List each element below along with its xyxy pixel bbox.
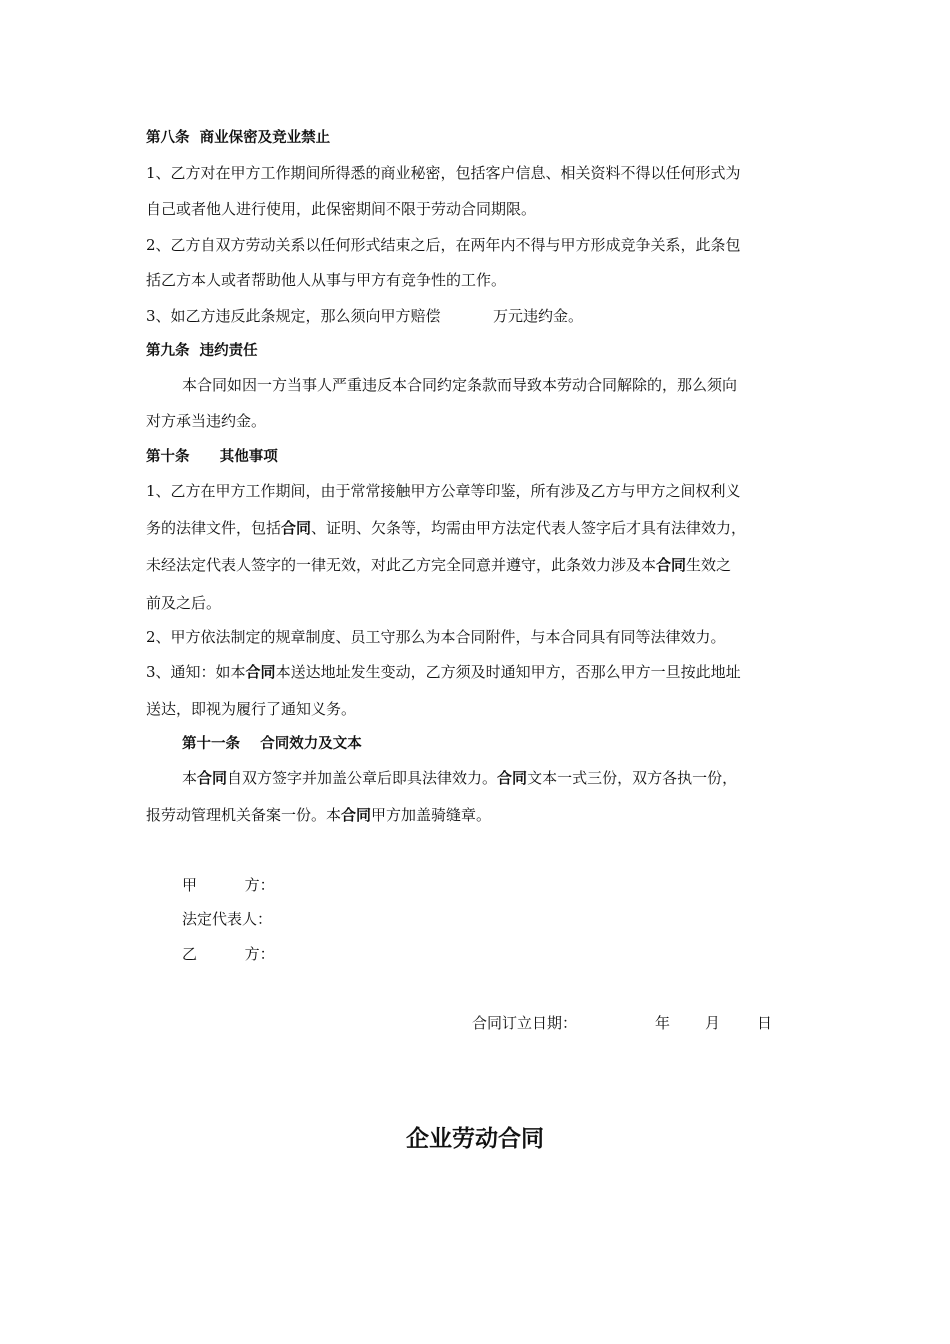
party-b-label: 乙 方： bbox=[182, 945, 275, 963]
date-label: 合同订立日期： bbox=[472, 1014, 578, 1032]
article10-item3-line2: 送达，即视为履行了通知义务。 bbox=[146, 700, 357, 718]
article8-item2-line1: 2、乙方自双方劳动关系以任何形式结束之后，在两年内不得与甲方形成竞争关系，此条包 bbox=[146, 236, 741, 254]
article8-item2-line2: 括乙方本人或者帮助他人从事与甲方有竞争性的工作。 bbox=[146, 271, 507, 289]
date-day: 日 bbox=[757, 1014, 773, 1032]
article9-title: 第九条 违约责任 bbox=[146, 343, 258, 359]
article11-title: 第十一条 合同效力及文本 bbox=[182, 736, 362, 752]
article11-line1: 本合同自双方签字并加盖公章后即具法律效力。合同文本一式三份，双方各执一份， bbox=[182, 769, 738, 787]
article8-title: 第八条 商业保密及竞业禁止 bbox=[146, 130, 331, 146]
article10-item1-line3: 未经法定代表人签字的一律无效，对此乙方完全同意并遵守，此条效力涉及本合同生效之 bbox=[146, 556, 732, 574]
article8-item1-line1: 1、乙方对在甲方工作期间所得悉的商业秘密，包括客户信息、相关资料不得以任何形式为 bbox=[146, 164, 741, 182]
article10-item1-line1: 1、乙方在甲方工作期间，由于常常接触甲方公章等印鉴，所有涉及乙方与甲方之间权利义 bbox=[146, 482, 741, 500]
article10-item3-line1: 3、通知：如本合同本送达地址发生变动，乙方须及时通知甲方，否那么甲方一旦按此地址 bbox=[146, 663, 741, 681]
date-month: 月 bbox=[705, 1014, 721, 1032]
article8-item1-line2: 自己或者他人进行使用，此保密期间不限于劳动合同期限。 bbox=[146, 200, 537, 218]
article8-item3: 3、如乙方违反此条规定，那么须向甲方赔偿 万元违约金。 bbox=[146, 307, 583, 325]
article11-line2: 报劳动管理机关备案一份。本合同甲方加盖骑缝章。 bbox=[146, 806, 492, 824]
article10-item1-line4: 前及之后。 bbox=[146, 594, 222, 612]
legal-rep-label: 法定代表人： bbox=[182, 910, 273, 928]
article10-item2: 2、甲方依法制定的规章制度、员工守那么为本合同附件，与本合同具有同等法律效力。 bbox=[146, 628, 726, 646]
next-page-title: 企业劳动合同 bbox=[406, 1126, 544, 1152]
article9-line1: 本合同如因一方当事人严重违反本合同约定条款而导致本劳动合同解除的，那么须向 bbox=[182, 376, 738, 394]
article9-line2: 对方承当违约金。 bbox=[146, 412, 267, 430]
article10-item1-line2: 务的法律文件，包括合同、证明、欠条等，均需由甲方法定代表人签字后才具有法律效力， bbox=[146, 519, 747, 537]
date-year: 年 bbox=[655, 1014, 671, 1032]
article10-title: 第十条 其他事项 bbox=[146, 449, 278, 465]
contract-date-line bbox=[472, 1013, 773, 1113]
party-a-label: 甲 方： bbox=[182, 876, 275, 894]
